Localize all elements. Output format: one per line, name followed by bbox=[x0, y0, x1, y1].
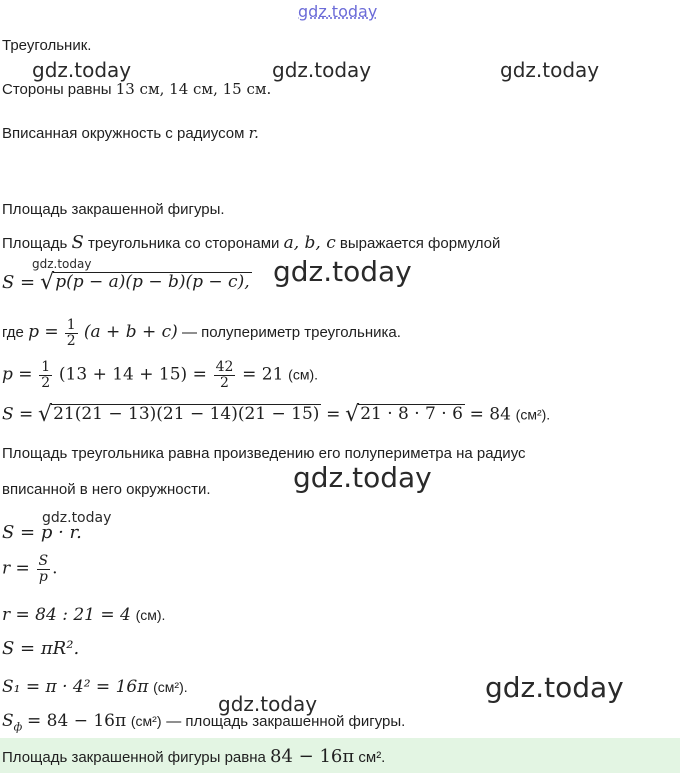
s-radicand-1: 21(21 − 13)(21 − 14)(21 − 15) bbox=[53, 404, 320, 424]
fraction bbox=[214, 360, 236, 390]
sqrt-symbol: √ 21(21 − 13)(21 − 14)(21 − 15) bbox=[38, 402, 320, 427]
r-dot: . bbox=[52, 558, 58, 579]
watermark: gdz.today bbox=[272, 58, 372, 82]
r-calc-line bbox=[2, 606, 165, 624]
watermark-top: gdz.today bbox=[298, 2, 378, 21]
r-unit: (см). bbox=[135, 607, 166, 623]
incircle-text: Вписанная окружность с радиусом bbox=[2, 125, 245, 142]
s-eq: = bbox=[326, 404, 341, 425]
incircle-var: r. bbox=[248, 124, 259, 142]
semi-p: p = bbox=[28, 322, 59, 343]
sf-desc: — площадь закрашенной фигуры. bbox=[166, 713, 406, 730]
r-lhs: r = bbox=[2, 558, 30, 579]
watermark: gdz.today bbox=[485, 671, 624, 704]
heron-formula bbox=[2, 272, 252, 294]
fraction-den: 2 bbox=[220, 374, 229, 391]
sf-calc: = 84 − 16π bbox=[27, 711, 127, 731]
s-radicand-2: 21 · 8 · 7 · 6 bbox=[360, 404, 463, 424]
s-calc-line bbox=[2, 404, 550, 426]
semi-desc: — полупериметр треугольника. bbox=[181, 324, 401, 342]
heron-radicand: p(p − a)(p − b)(p − c), bbox=[55, 272, 250, 292]
s-res: = 84 bbox=[469, 404, 511, 425]
semi-line bbox=[2, 318, 401, 348]
fraction-den: p bbox=[38, 568, 48, 585]
semi-rest: (a + b + c) bbox=[83, 322, 178, 343]
p-lhs: p = bbox=[2, 364, 33, 385]
area-rule-1: Площадь треугольника равна произведению его полупериметра на радиус bbox=[2, 445, 526, 462]
s1-unit: (см²). bbox=[153, 679, 188, 695]
sqrt-symbol: √ 21 · 8 · 7 · 6 bbox=[345, 402, 463, 427]
circle-area-formula: S = πR². bbox=[2, 638, 80, 659]
fraction bbox=[39, 360, 52, 390]
watermark: gdz.today bbox=[218, 692, 318, 716]
sides-line bbox=[2, 82, 271, 97]
heron-lhs: S = bbox=[2, 271, 36, 293]
p-calc-line bbox=[2, 360, 318, 390]
sf-unit: (см²) bbox=[130, 713, 162, 729]
area-rule-2: вписанной в него окружности. bbox=[2, 481, 211, 498]
heron-vars: a, b, c bbox=[283, 233, 336, 253]
fraction-num: 1 bbox=[41, 359, 51, 375]
sf-sub: ф bbox=[13, 720, 23, 734]
heron-intro-3: выражается формулой bbox=[339, 235, 501, 252]
fraction bbox=[65, 318, 78, 348]
answer-unit: см². bbox=[358, 749, 386, 766]
s1-calc-line bbox=[2, 678, 188, 696]
watermark: gdz.today bbox=[500, 58, 600, 82]
sqrt-symbol: √ p(p − a)(p − b)(p − c), bbox=[40, 270, 250, 295]
semi-where: где bbox=[2, 324, 24, 342]
find-line: Площадь закрашенной фигуры. bbox=[2, 201, 225, 218]
fraction bbox=[37, 554, 51, 584]
answer-value: 84 − 16π bbox=[270, 746, 355, 767]
r-calc: r = 84 : 21 = 4 bbox=[2, 605, 131, 625]
p-mid: (13 + 14 + 15) = bbox=[58, 364, 207, 385]
sides-text: Стороны равны bbox=[2, 81, 112, 98]
sides-values: 13 см, 14 см, 15 см. bbox=[115, 80, 272, 98]
watermark: gdz.today bbox=[32, 257, 92, 271]
heron-intro-2: треугольника со сторонами bbox=[87, 235, 280, 252]
answer-line bbox=[2, 748, 385, 766]
fraction-num: 42 bbox=[215, 359, 234, 375]
fraction-num: 1 bbox=[66, 317, 76, 333]
heron-s: S bbox=[71, 232, 84, 253]
s-pr-formula: S = p · r. bbox=[2, 522, 82, 543]
fraction-num: S bbox=[38, 553, 49, 569]
watermark: gdz.today bbox=[273, 255, 412, 288]
incircle-line bbox=[2, 126, 259, 141]
fraction-den: 2 bbox=[66, 332, 76, 349]
fraction-den: 2 bbox=[41, 374, 51, 391]
given-title: Треугольник. bbox=[2, 37, 92, 54]
s-unit: (см²). bbox=[515, 406, 551, 423]
heron-intro bbox=[2, 234, 500, 252]
sf-lhs: S bbox=[2, 711, 14, 731]
heron-intro-1: Площадь bbox=[2, 235, 68, 252]
watermark: gdz.today bbox=[293, 461, 432, 494]
p-res: = 21 bbox=[242, 364, 284, 385]
r-formula bbox=[2, 554, 58, 584]
watermark: gdz.today bbox=[42, 510, 112, 526]
p-unit: (см). bbox=[288, 366, 318, 383]
sf-calc-line bbox=[2, 712, 405, 732]
s1-calc: S₁ = π · 4² = 16π bbox=[2, 677, 149, 697]
watermark: gdz.today bbox=[32, 58, 132, 82]
s-lhs: S = bbox=[2, 404, 34, 425]
answer-text: Площадь закрашенной фигуры равна bbox=[2, 749, 266, 766]
